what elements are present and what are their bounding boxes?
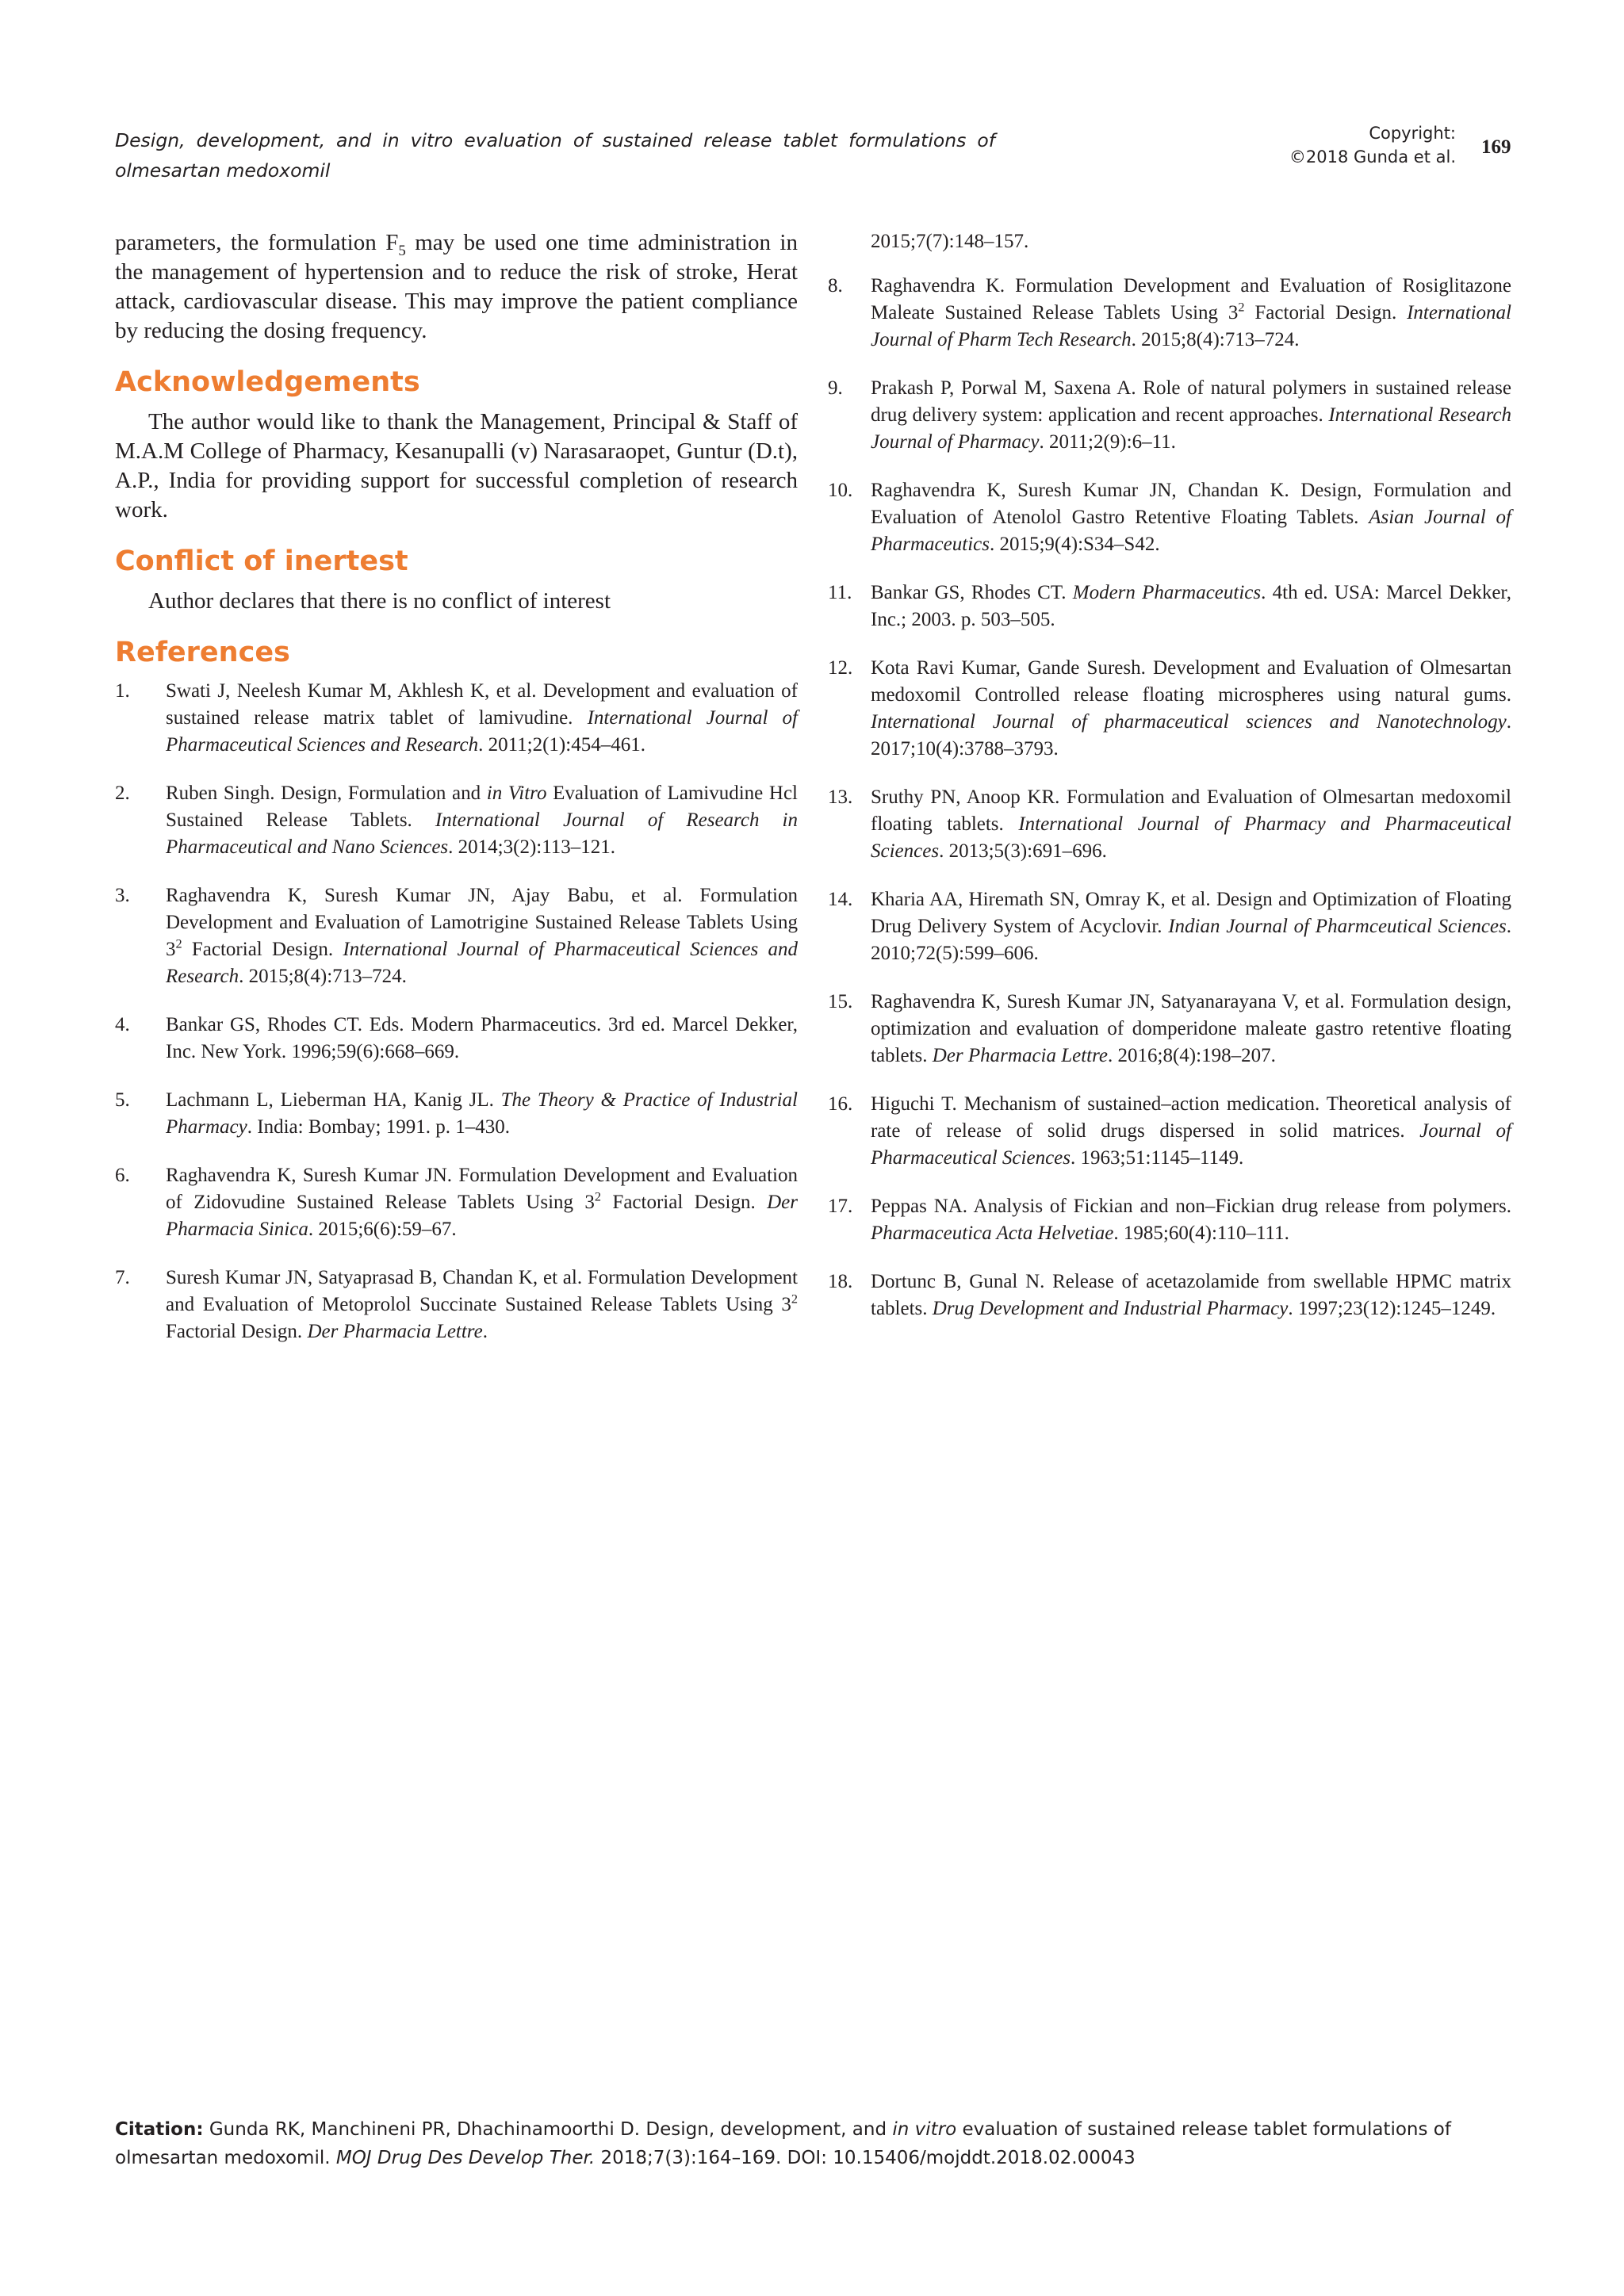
reference-2: 2. Ruben Singh. Design, Formulation and in Vitro Evaluation of Lamivudine Hcl Sustained Release Tablets. International Journal of Research in Pharmaceutical and Nano Sciences. 2014;3(2):113–121. <box>115 783 799 858</box>
reference-16: 16. Higuchi T. Mechanism of sustained–action medication. Theoretical analysis of rate of release of solid drugs dispersed in solid matrices. Journal of Pharmaceutical Sciences. 1963;51:1145–1149. <box>828 1093 1511 1169</box>
reference-10: 10. Raghavendra K, Suresh Kumar JN, Chandan K. Design, Formulation and Evaluation of Atenolol Gastro Retentive Floating Tablets. Asian Journal of Pharmaceutics. 2015;9(4):S34–S42. <box>828 480 1511 555</box>
intro-text-1: parameters, the formulation F <box>115 230 399 255</box>
intro-subscript: 5 <box>398 242 406 259</box>
intro-paragraph <box>115 228 798 346</box>
reference-14: 14. Kharia AA, Hiremath SN, Omray K, et al. Design and Optimization of Floating Drug Delivery System of Acyclovir. Indian Journal of Pharmceutical Sciences. 2010;72(5):599–606. <box>828 889 1511 964</box>
reference-12: 12. Kota Ravi Kumar, Gande Suresh. Development and Evaluation of Olmesartan medoxomil Controlled release floating microspheres using natural gums. International Journal of pharmaceutical sciences and Nanotechnology. 2017;10(4):3788–3793. <box>828 657 1511 760</box>
page-number: 169 <box>1481 136 1511 158</box>
reference-13: 13. Sruthy PN, Anoop KR. Formulation and Evaluation of Olmesartan medoxomil floating tablets. International Journal of Pharmacy and Pharmaceutical Sciences. 2013;5(3):691–696. <box>828 786 1511 862</box>
reference-17: 17. Peppas NA. Analysis of Fickian and non–Fickian drug release from polymers. Pharmaceutica Acta Helvetiae. 1985;60(4):110–111. <box>828 1196 1511 1244</box>
acknowledgements-text: The author would like to thank the Management, Principal & Staff of M.A.M College of Pharmacy, Kesanupalli (v) Narasaraopet, Guntur (D.t), A.P., India for providing support for successful completion of research work. <box>115 409 798 522</box>
reference-7: 7. Suresh Kumar JN, Satyaprasad B, Chandan K, et al. Formulation Development and Evaluation of Metoprolol Succinate Sustained Release Tablets Using $3^2$ Factorial Design. Der Pharmacia Lettre. <box>115 1267 798 1342</box>
left-column <box>115 228 798 1367</box>
reference-4: 4. Bankar GS, Rhodes CT. Eds. Modern Pharmaceutics. 3rd ed. Marcel Dekker, Inc. New York. 1996;59(6):668–669. <box>115 1014 798 1062</box>
copyright-holder: ©2018 Gunda et al. <box>1289 147 1456 166</box>
reference-18: 18. Dortunc B, Gunal N. Release of acetazolamide from swellable HPMC matrix tablets. Drug Development and Industrial Pharmacy. 1997;23(12):1245–1249. <box>828 1271 1511 1319</box>
reference-1: 1. Swati J, Neelesh Kumar M, Akhlesh K, et al. Development and evaluation of sustained release matrix tablet of lamivudine. International Journal of Pharmaceutical Sciences and Research. 2011;2(1):454–461. <box>115 680 798 756</box>
citation-footer: Citation: Gunda RK, Manchineni PR, Dhachinamoorthi D. Design, development, and in vitro evaluation of sustained release tablet formulations of olmesartan medoxomil. MOJ Drug Des Develop Ther. 2018;7(3):164–169. DOI: 10.15406/mojddt.2018.02.00043 <box>115 2119 1451 2168</box>
acknowledgements-heading: Acknowledgements <box>115 366 420 398</box>
reference-7-continuation: 2015;7(7):148–157. <box>871 231 1029 252</box>
copyright-label: Copyright: <box>1369 124 1456 143</box>
reference-5: 5. Lachmann L, Lieberman HA, Kanig JL. The Theory & Practice of Industrial Pharmacy. India: Bombay; 1991. p. 1–430. <box>115 1089 798 1138</box>
reference-6: 6. Raghavendra K, Suresh Kumar JN. Formulation Development and Evaluation of Zidovudine Sustained Release Tablets Using $3^2$ Factorial Design. Der Pharmacia Sinica. 2015;6(6):59–67. <box>115 1165 798 1240</box>
running-title: Design, development, and in vitro evaluation of sustained release tablet formulations of olmesartan medoxomil <box>115 129 995 182</box>
right-column <box>828 228 1511 1344</box>
reference-8: 8. Raghavendra K. Formulation Development and Evaluation of Rosiglitazone Maleate Sustained Release Tablets Using $3^2$ Factorial Design. International Journal of Pharm Tech Research. 2015;8(4):713–724. <box>828 275 1511 350</box>
reference-11: 11. Bankar GS, Rhodes CT. Modern Pharmaceutics. 4th ed. USA: Marcel Dekker, Inc.; 2003. p. 503–505. <box>828 582 1511 630</box>
citation-label: Citation: <box>115 2119 204 2140</box>
copyright-notice <box>1289 121 1456 169</box>
references-heading: References <box>115 637 290 668</box>
reference-15: 15. Raghavendra K, Suresh Kumar JN, Satyanarayana V, et al. Formulation design, optimization and evaluation of domperidone maleate gastro retentive floating tablets. Der Pharmacia Lettre. 2016;8(4):198–207. <box>828 991 1511 1066</box>
reference-9: 9. Prakash P, Porwal M, Saxena A. Role of natural polymers in sustained release drug delivery system: application and recent approaches. International Research Journal of Pharmacy. 2011;2(9):6–11. <box>828 377 1511 453</box>
conflict-heading: Conflict of inertest <box>115 545 408 577</box>
conflict-text: Author declares that there is no conflict of interest <box>148 588 611 614</box>
reference-3: 3. Raghavendra K, Suresh Kumar JN, Ajay Babu, et al. Formulation Development and Evaluation of Lamotrigine Sustained Release Tablets Using $3^2$ Factorial Design. International Journal of Pharmaceutical Sciences and Research. 2015;8(4):713–724. <box>115 885 798 987</box>
intro-text-2: may be used one time administration in the management of hypertension and to reduce the risk of stroke, Herat attack, cardiovascular disease. This may improve the patient compliance by reducing the dosing frequency. <box>115 230 798 343</box>
